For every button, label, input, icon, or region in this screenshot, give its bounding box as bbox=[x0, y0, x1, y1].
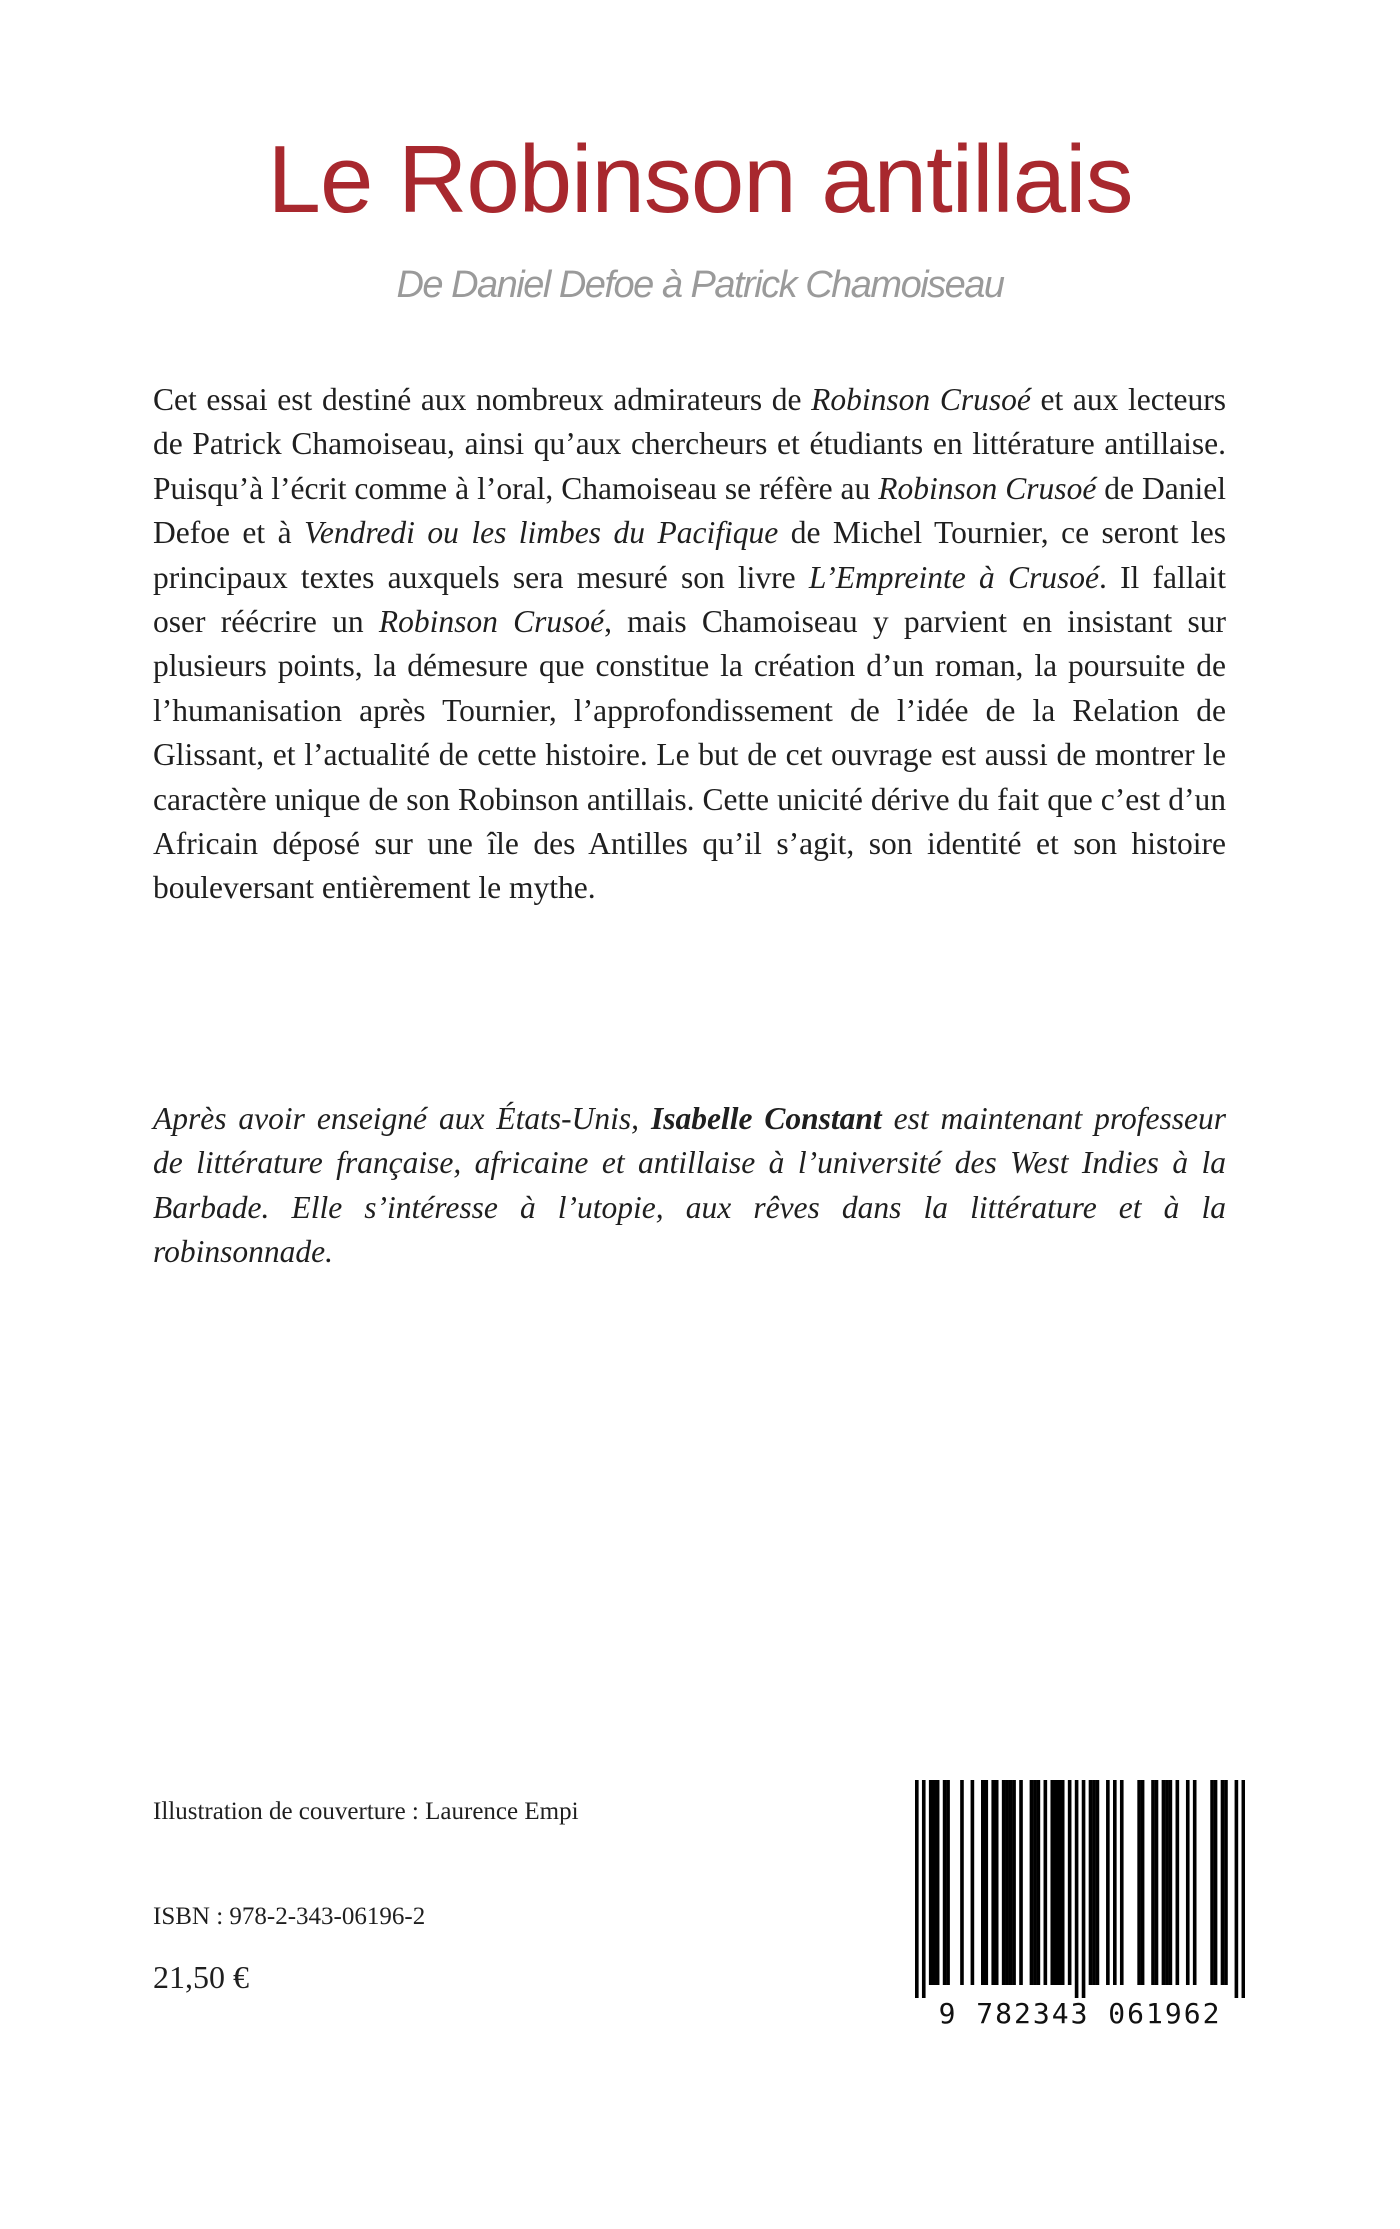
isbn: ISBN : 978-2-343-06196-2 bbox=[153, 1903, 426, 1930]
barcode-bar bbox=[1009, 1780, 1013, 1985]
barcode-bar bbox=[922, 1780, 926, 1998]
barcode-bar bbox=[995, 1780, 999, 1985]
barcode-bar bbox=[1120, 1780, 1124, 1985]
barcode-bar bbox=[1050, 1780, 1054, 1985]
barcode-bar bbox=[1030, 1780, 1034, 1985]
barcode-bar bbox=[915, 1780, 919, 1998]
summary-text: , mais Chamoiseau y parvient en insistant sur plusieurs points, la démesure que constitue la création d’un roman, la poursuite de l’humanisation après Tournier, l’approfondissement de l’idée de la Relation de Glissant, et l’actualité de cette histoire. Le but de cet ouvrage est aussi de montrer le caractère unique de son Robinson antillais. Cette unicité dérive du fait que c’est d’un Africain déposé sur une île des Antilles qu’il s’agit, son identité et son histoire bouleversant entièrement le mythe. bbox=[153, 604, 1226, 906]
barcode-bar bbox=[1092, 1780, 1096, 1985]
summary-text: . Il fallait oser réécrire un bbox=[153, 559, 1226, 640]
barcode-bar bbox=[1176, 1780, 1180, 1985]
summary-text: et aux lecteurs de Patrick Chamoiseau, ainsi qu’aux chercheurs et étudiants en littérature antillaise. Puisqu’à l’écrit comme à l’oral, Chamoiseau se réfère au bbox=[153, 382, 1227, 506]
barcode-bar bbox=[1162, 1780, 1166, 1985]
barcode-bar bbox=[936, 1780, 940, 1985]
barcode-bar bbox=[1037, 1780, 1041, 1985]
barcode-bar bbox=[1242, 1780, 1245, 1998]
barcode-bar bbox=[1005, 1780, 1009, 1985]
barcode-bar bbox=[1106, 1780, 1110, 1985]
barcode-bar bbox=[1113, 1780, 1117, 1985]
barcode-bar bbox=[1141, 1780, 1145, 1985]
barcode-bar bbox=[1061, 1780, 1065, 1985]
barcode-bar bbox=[1214, 1780, 1218, 1985]
barcode-bar bbox=[1155, 1780, 1159, 1985]
barcode-bar bbox=[971, 1780, 975, 1985]
barcode-bar bbox=[1096, 1780, 1100, 1985]
barcode-bar bbox=[981, 1780, 985, 1985]
barcode-bar bbox=[1165, 1780, 1169, 1985]
barcode-bar bbox=[1019, 1780, 1023, 1985]
barcode-bar bbox=[1002, 1780, 1006, 1985]
barcode-bar bbox=[1235, 1780, 1239, 1998]
summary-italic: L’Empreinte à Crusoé bbox=[808, 559, 1099, 595]
summary-italic: Robinson Crusoé bbox=[378, 604, 605, 640]
book-subtitle: De Daniel Defoe à Patrick Chamoiseau bbox=[396, 264, 1004, 306]
barcode-bar bbox=[1089, 1780, 1093, 1985]
barcode-bar bbox=[1054, 1780, 1058, 1985]
author-bio bbox=[153, 1097, 1226, 1275]
book-summary bbox=[153, 378, 1226, 911]
barcode-bar bbox=[1057, 1780, 1061, 1985]
barcode-bar bbox=[1224, 1780, 1228, 1985]
barcode-bar bbox=[1151, 1780, 1155, 1985]
author-name: Isabelle Constant bbox=[650, 1101, 882, 1136]
barcode-bar bbox=[1169, 1780, 1173, 1985]
bio-text: est maintenant professeur de littérature française, africaine et antillaise à l’université des West Indies à la Barbade. Elle s’intéresse à l’utopie, aux rêves dans la littérature et à la robinsonnade. bbox=[153, 1101, 1227, 1270]
barcode-bar bbox=[1210, 1780, 1214, 1985]
barcode-bar bbox=[929, 1780, 933, 1985]
summary-italic: Vendredi ou les limbes du Pacifique bbox=[304, 515, 779, 551]
summary-text: Cet essai est destiné aux nombreux admirateurs de bbox=[153, 382, 812, 417]
barcode-bar bbox=[960, 1780, 964, 1985]
barcode-bar bbox=[984, 1780, 988, 1985]
barcode-bar bbox=[1193, 1780, 1197, 1985]
summary-italic: Robinson Crusoé bbox=[878, 470, 1097, 506]
barcode-icon bbox=[915, 1780, 1245, 2028]
barcode-bar bbox=[1044, 1780, 1048, 1985]
barcode-bar bbox=[1082, 1780, 1086, 1998]
barcode-bar bbox=[1221, 1780, 1225, 1985]
barcode-bar bbox=[943, 1780, 947, 1985]
barcode-bar bbox=[1075, 1780, 1079, 1998]
barcode-bar bbox=[1068, 1780, 1072, 1985]
barcode-digits: 9 782343 061962 bbox=[938, 1997, 1222, 2030]
barcode-bar bbox=[932, 1780, 936, 1985]
barcode-bar bbox=[991, 1780, 995, 1985]
summary-italic: Robinson Crusoé bbox=[811, 382, 1031, 417]
price: 21,50 € bbox=[153, 1959, 249, 1995]
bio-text: Après avoir enseigné aux États-Unis, bbox=[153, 1101, 651, 1136]
summary-text: de Daniel Defoe et à bbox=[153, 470, 1226, 551]
barcode-bar bbox=[1012, 1780, 1016, 1985]
book-title: Le Robinson antillais bbox=[267, 126, 1133, 233]
barcode-bar bbox=[1186, 1780, 1190, 1985]
barcode-bar bbox=[946, 1780, 950, 1985]
barcode-bar bbox=[1137, 1780, 1141, 1985]
cover-illustration-credit: Illustration de couverture : Laurence Empi bbox=[153, 1798, 579, 1825]
summary-text: de Michel Tournier, ce seront les principaux textes auxquels sera mesuré son livre bbox=[153, 515, 1226, 595]
barcode-bar bbox=[1033, 1780, 1037, 1985]
barcode-bars bbox=[915, 1780, 1245, 1998]
